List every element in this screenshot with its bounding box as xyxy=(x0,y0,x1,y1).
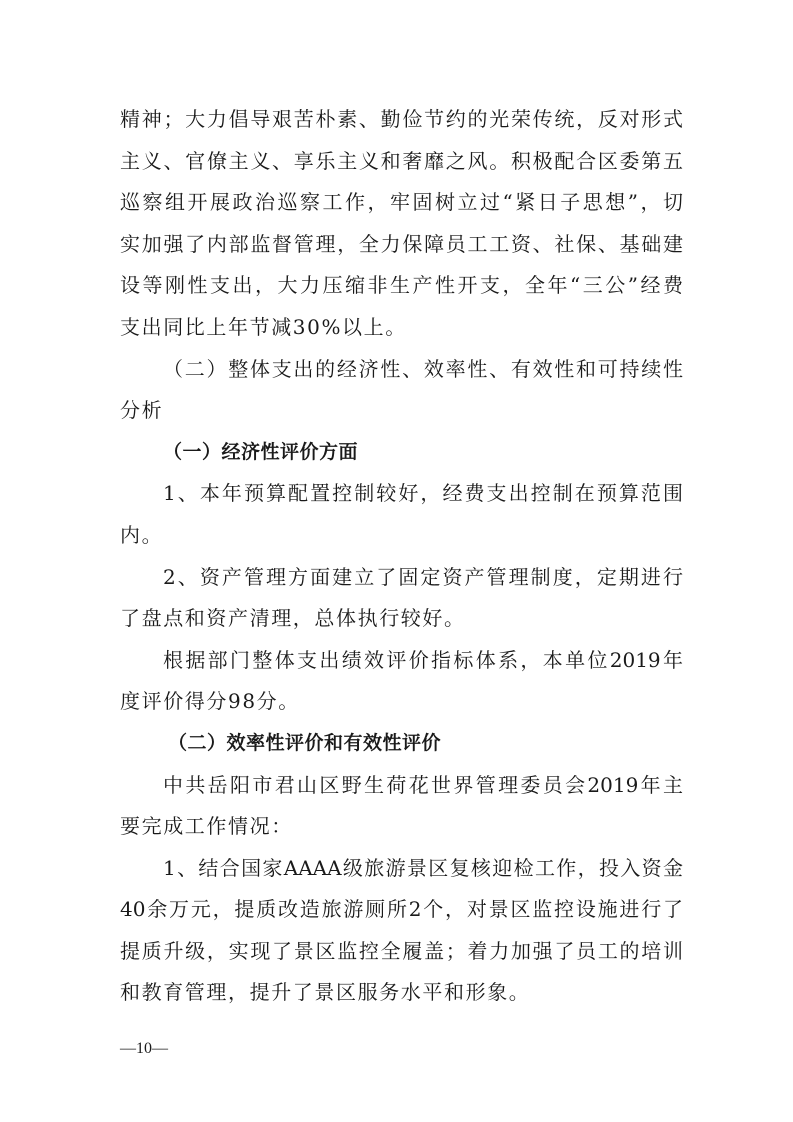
text-line: 和教育管理，提升了景区服务水平和形象。 xyxy=(120,980,531,1005)
text-line: 设等刚性支出，大力压缩非生产性开支，全年“三公”经费 xyxy=(120,273,683,298)
text-line: 根据部门整体支出绩效评价指标体系，本单位2019年 xyxy=(163,647,683,672)
text-line: 支出同比上年节减30%以上。 xyxy=(120,314,407,339)
text-line: 主义、官僚主义、享乐主义和奢靡之风。积极配合区委第五 xyxy=(120,148,683,173)
text-line: 要完成工作情况： xyxy=(120,814,293,839)
text-line: 了盘点和资产清理，总体执行较好。 xyxy=(120,606,466,631)
text-line: 提质升级，实现了景区监控全履盖；着力加强了员工的培训 xyxy=(120,938,683,963)
page-number: —10— xyxy=(120,1040,168,1057)
text-line: （二）整体支出的经济性、效率性、有效性和可持续性 xyxy=(163,356,683,381)
section-heading: （一）经济性评价方面 xyxy=(163,440,359,463)
text-line: 中共岳阳市君山区野生荷花世界管理委员会2019年主 xyxy=(163,772,683,797)
text-line: 1、本年预算配置控制较好，经费支出控制在预算范围 xyxy=(163,481,683,506)
document-body xyxy=(120,99,683,1014)
text-line: 分析 xyxy=(120,398,164,423)
text-line: 实加强了内部监督管理，全力保障员工工资、社保、基础建 xyxy=(120,231,683,256)
text-line: 精神；大力倡导艰苦朴素、勤俭节约的光荣传统，反对形式 xyxy=(120,107,683,131)
text-line: 2、资产管理方面建立了固定资产管理制度，定期进行 xyxy=(163,564,683,589)
text-line: 内。 xyxy=(120,522,164,547)
text-line: 1、结合国家AAAA级旅游景区复核迎检工作，投入资金 xyxy=(163,855,683,880)
section-heading: （二）效率性评价和有效性评价 xyxy=(168,731,442,754)
text-line: 巡察组开展政治巡察工作，牢固树立过“紧日子思想”，切 xyxy=(120,190,683,215)
text-line: 40余万元，提质改造旅游厕所2个，对景区监控设施进行了 xyxy=(120,897,683,922)
text-line: 度评价得分98分。 xyxy=(120,689,300,714)
